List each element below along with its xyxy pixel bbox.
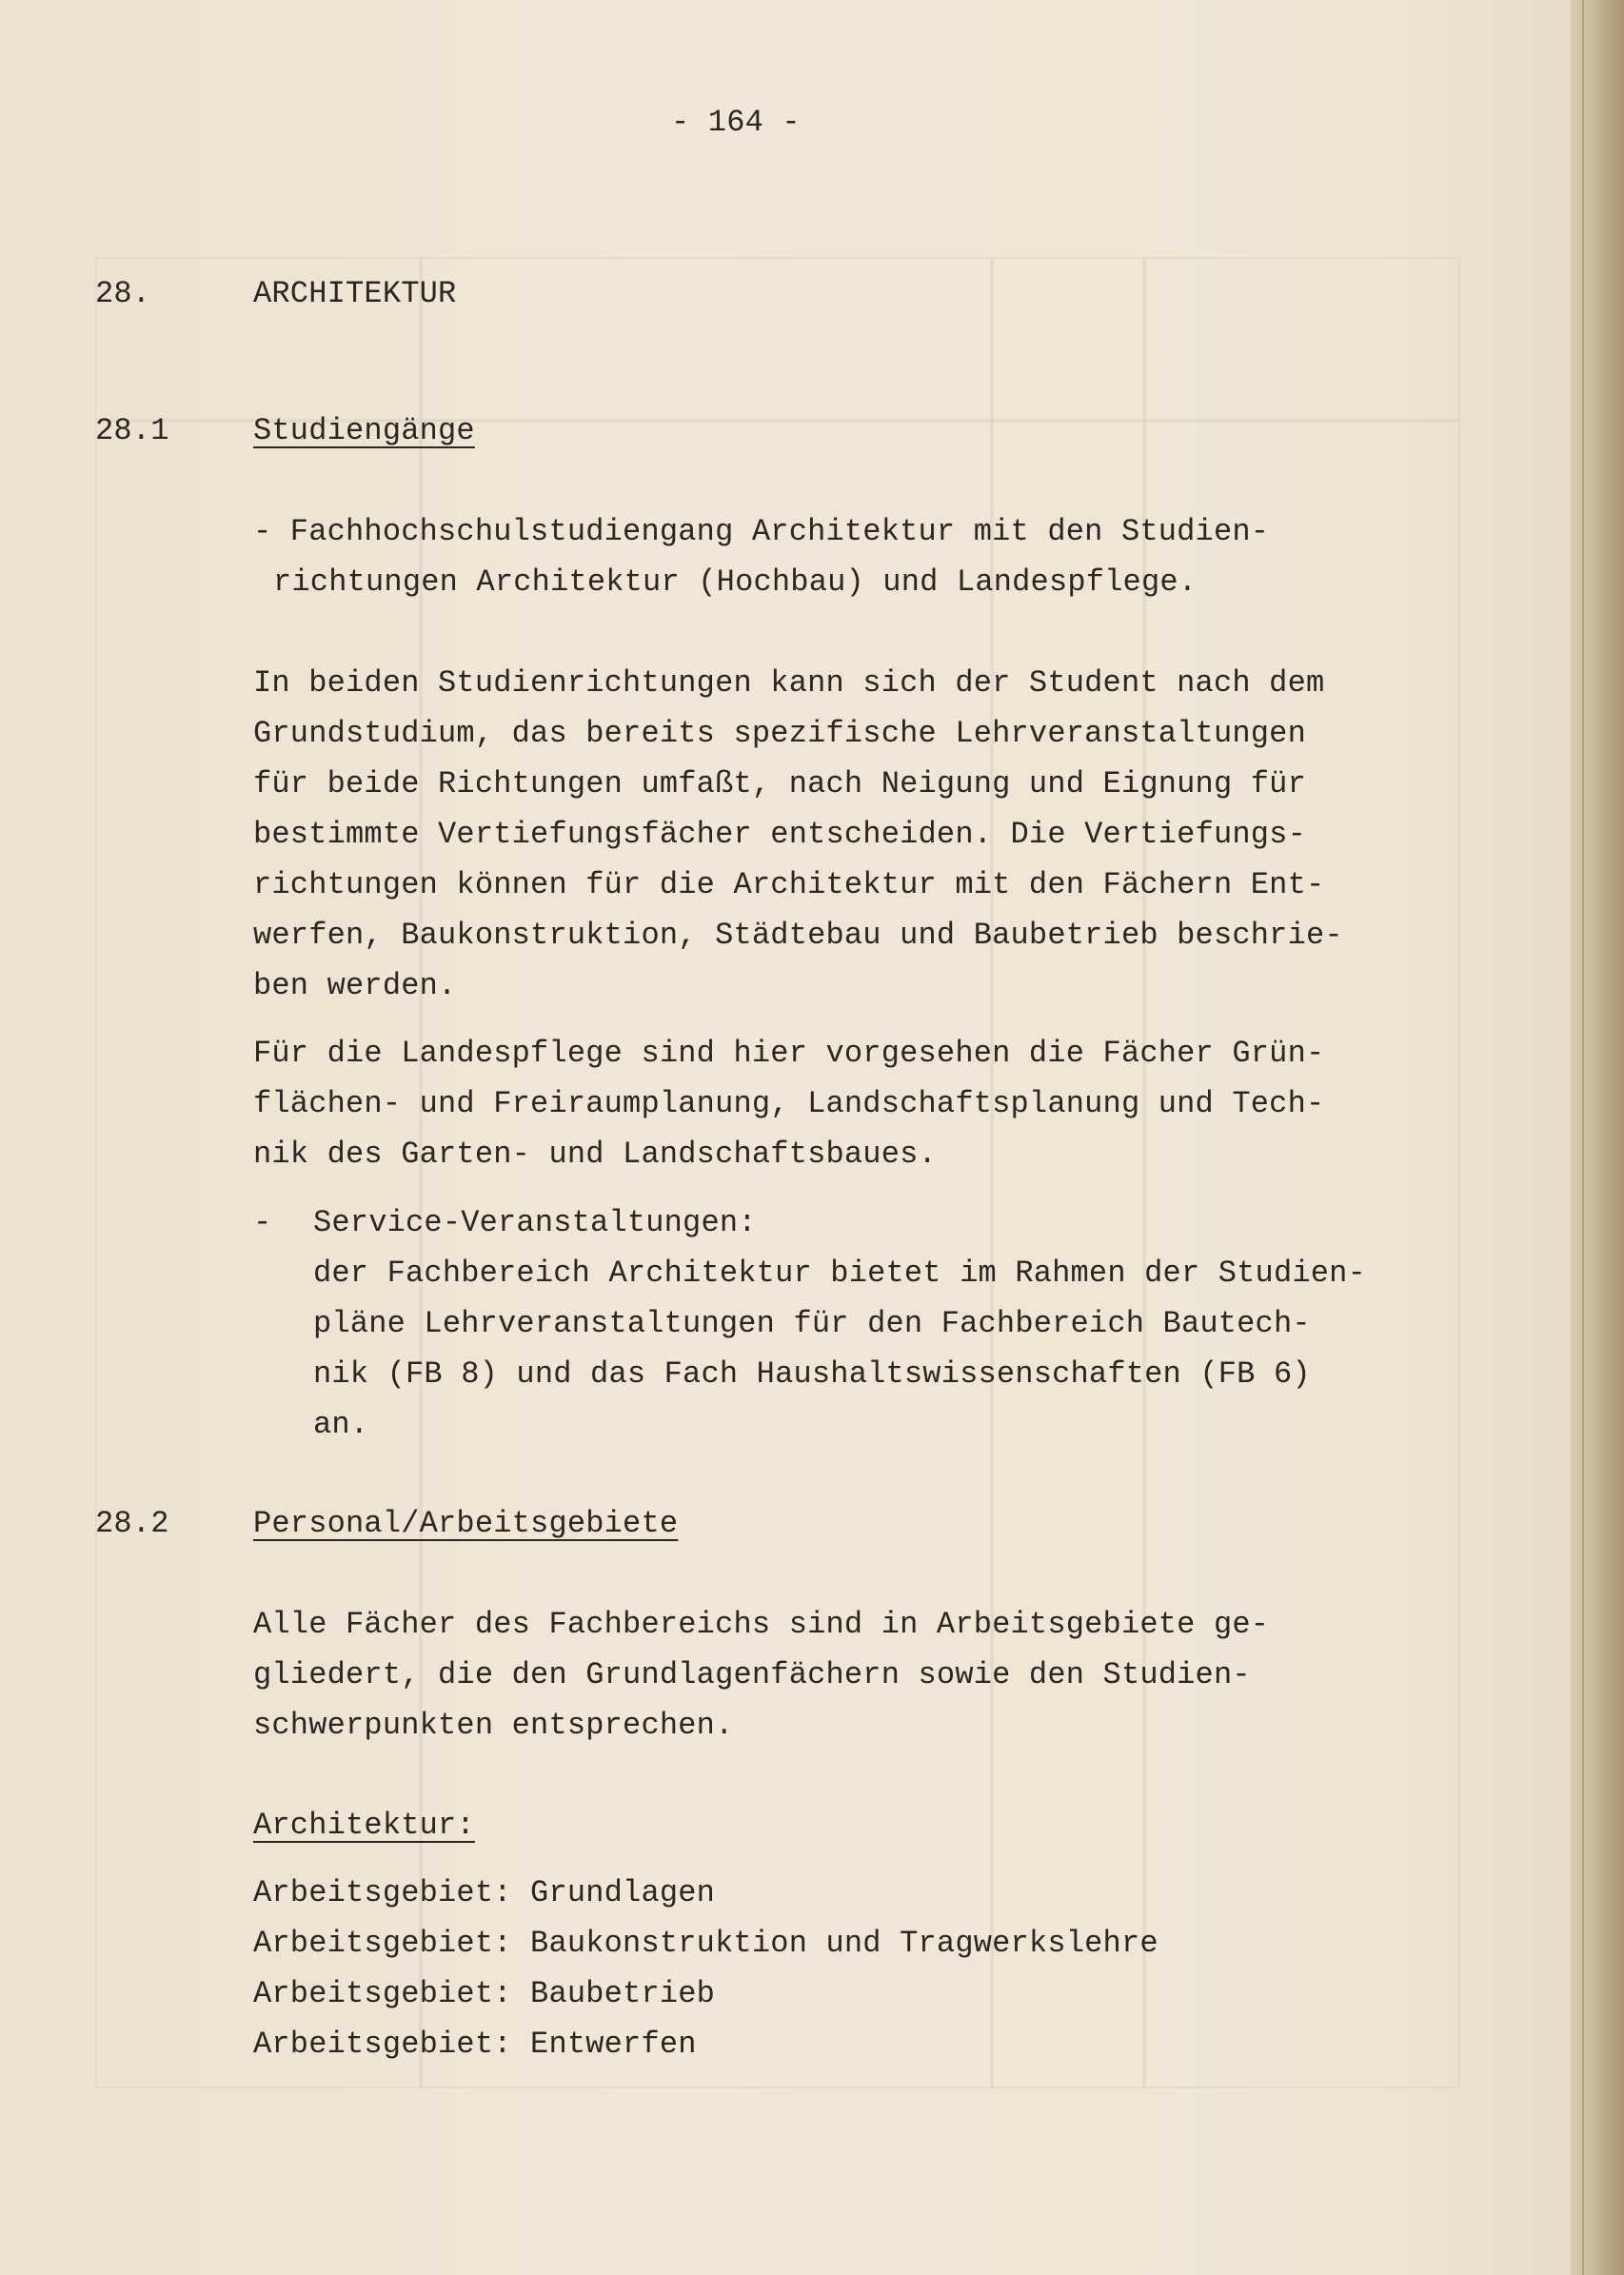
paragraph-line: schwerpunkten entsprechen.: [253, 1708, 734, 1743]
bullet-line: - Fachhochschulstudiengang Architektur mit den Studien-: [253, 514, 1270, 549]
book-spine-crease: [1582, 0, 1584, 2275]
paragraph-line: Für die Landespflege sind hier vorgesehen die Fächer Grün-: [253, 1036, 1325, 1071]
paragraph-line: bestimmte Vertiefungsfächer entscheiden. Die Vertiefungs-: [253, 817, 1306, 852]
paragraph-line: flächen- und Freiraumplanung, Landschaftsplanung und Tech-: [253, 1086, 1325, 1121]
service-line: nik (FB 8) und das Fach Haushaltswissenschaften (FB 6): [313, 1356, 1311, 1392]
paragraph-line: werfen, Baukonstruktion, Städtebau und Baubetrieb beschrie-: [253, 918, 1343, 953]
work-area-line: Arbeitsgebiet: Baukonstruktion und Tragwerkslehre: [253, 1926, 1159, 1961]
architektur-heading: Architektur:: [253, 1808, 475, 1843]
book-spine-edge: [1571, 0, 1624, 2275]
section-title: ARCHITEKTUR: [253, 276, 457, 311]
paragraph-line: In beiden Studienrichtungen kann sich der Student nach dem: [253, 665, 1325, 701]
paragraph-line: Alle Fächer des Fachbereichs sind in Arbeitsgebiete ge-: [253, 1607, 1270, 1642]
paragraph-line: richtungen können für die Architektur mit den Fächern Ent-: [253, 867, 1325, 902]
subsection-number: 28.1: [95, 413, 169, 448]
service-line: Service-Veranstaltungen:: [313, 1205, 757, 1240]
service-dash: -: [253, 1205, 272, 1240]
paragraph-line: nik des Garten- und Landschaftsbaues.: [253, 1137, 937, 1172]
bullet-line: richtungen Architektur (Hochbau) und Landespflege.: [273, 564, 1198, 600]
service-line: der Fachbereich Architektur bietet im Rahmen der Studien-: [313, 1256, 1366, 1291]
work-area-line: Arbeitsgebiet: Entwerfen: [253, 2027, 697, 2062]
page-number: - 164 -: [671, 105, 801, 140]
work-area-line: Arbeitsgebiet: Grundlagen: [253, 1875, 716, 1910]
subsection-number: 28.2: [95, 1506, 169, 1541]
section-number: 28.: [95, 276, 151, 311]
subsection-title: Studiengänge: [253, 413, 475, 448]
paragraph-line: für beide Richtungen umfaßt, nach Neigung und Eignung für: [253, 766, 1306, 801]
paragraph-line: ben werden.: [253, 968, 457, 1003]
subsection-title: Personal/Arbeitsgebiete: [253, 1506, 679, 1541]
service-line: pläne Lehrveranstaltungen für den Fachbereich Bautech-: [313, 1306, 1311, 1341]
work-area-line: Arbeitsgebiet: Baubetrieb: [253, 1976, 716, 2011]
service-line: an.: [313, 1407, 369, 1442]
paragraph-line: gliedert, die den Grundlagenfächern sowie den Studien-: [253, 1657, 1251, 1692]
paragraph-line: Grundstudium, das bereits spezifische Lehrveranstaltungen: [253, 716, 1306, 751]
